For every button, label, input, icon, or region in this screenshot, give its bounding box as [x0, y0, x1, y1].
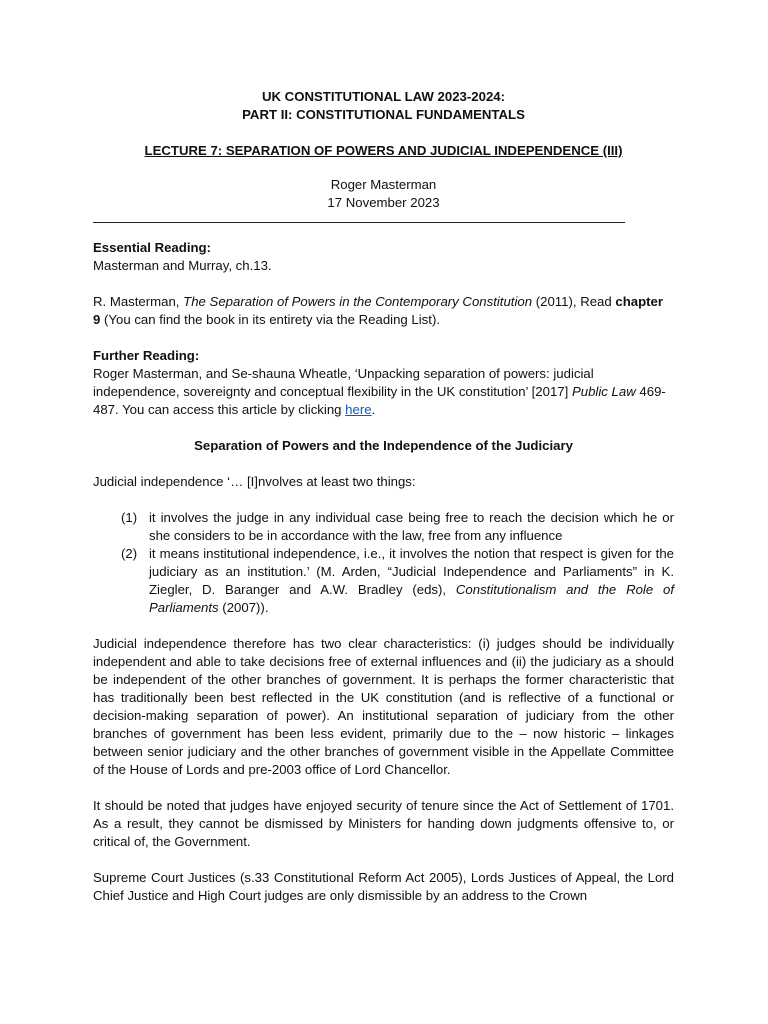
list-text: it means institutional independence, i.e., it involves the notion that respect is given for the judiciary as an institution.’ (M. Arden, “Judicial Independence and Parliaments” in K. Ziegler, D. Baranger and A.W. Bradley (eds),	[149, 546, 674, 597]
book-title: The Separation of Powers in the Contemporary Constitution	[183, 294, 533, 309]
document-body	[93, 88, 674, 905]
course-title: UK CONSTITUTIONAL LAW 2023-2024:	[261, 89, 506, 104]
reference-note: (You can find the book in its entirety via the Reading List).	[100, 312, 440, 327]
article-pages: 469-487. You can access this article by clicking	[93, 384, 666, 417]
essential-reading-item: Masterman and Murray, ch.13.	[93, 258, 272, 273]
body-paragraph: Supreme Court Justices (s.33 Constitutional Reform Act 2005), Lords Justices of Appeal, the Lord Chief Justice and High Court judges are only dismissible by an address to the Crown	[93, 870, 674, 903]
article-citation: Roger Masterman, and Se-shauna Wheatle, ‘Unpacking separation of powers: judicial independence, sovereignty and conceptual flexibility in the UK constitution’ [2017]	[93, 366, 594, 399]
body-paragraph: Judicial independence therefore has two clear characteristics: (i) judges should be individually independent and able to take decisions free of external influences and (ii) the judiciary as a should be independent of the other branches of government. It is perhaps the former characteristic that has traditionally been best reflected in the UK constitution (and is reflective of a functional or decision-making separation of power). An institutional separation of judiciary from the other branches of government has been less evident, primarily due to the – now historic – linkages between senior judiciary and the other branches of government visible in the Appellate Committee of the House of Lords and pre-2003 office of Lord Chancellor.	[93, 636, 674, 777]
section-intro: Judicial independence ‘… [I]nvolves at least two things:	[93, 474, 416, 489]
list-text: it involves the judge in any individual case being free to reach the decision which he or she considers to be in accordance with the law, free from any influence	[149, 510, 674, 543]
section-heading: Separation of Powers and the Independence of the Judiciary	[194, 438, 573, 453]
list-number: (2)	[121, 546, 138, 561]
article-link[interactable]: here	[345, 402, 372, 417]
essential-reading-item	[93, 293, 674, 329]
lecture-date: 17 November 2023	[327, 195, 440, 210]
further-reading-heading: Further Reading:	[93, 348, 200, 363]
journal-title: Public Law	[571, 384, 636, 399]
part-title: PART II: CONSTITUTIONAL FUNDAMENTALS	[242, 107, 525, 122]
essential-reading-heading: Essential Reading:	[93, 240, 211, 255]
further-reading-item	[93, 365, 674, 419]
reference-detail: (2011), Read	[532, 294, 616, 309]
chapter-label: chapter 9	[93, 294, 664, 327]
book-title: Constitutionalism and the Role of Parliaments	[149, 582, 674, 615]
numbered-list	[93, 509, 674, 617]
list-item	[93, 545, 674, 617]
list-text-end: (2007)).	[218, 600, 269, 615]
body-paragraph: It should be noted that judges have enjoyed security of tenure since the Act of Settlement of 1701. As a result, they cannot be dismissed by Ministers for handing down judgments offensive to, or critical of, the Government.	[93, 798, 674, 849]
sentence-end: .	[371, 402, 376, 417]
lecture-title: LECTURE 7: SEPARATION OF POWERS AND JUDICIAL INDEPENDENCE (III)	[144, 143, 623, 158]
reference-author: R. Masterman,	[93, 294, 184, 309]
list-item	[93, 509, 674, 545]
author-name: Roger Masterman	[330, 177, 437, 192]
list-number: (1)	[121, 510, 138, 525]
